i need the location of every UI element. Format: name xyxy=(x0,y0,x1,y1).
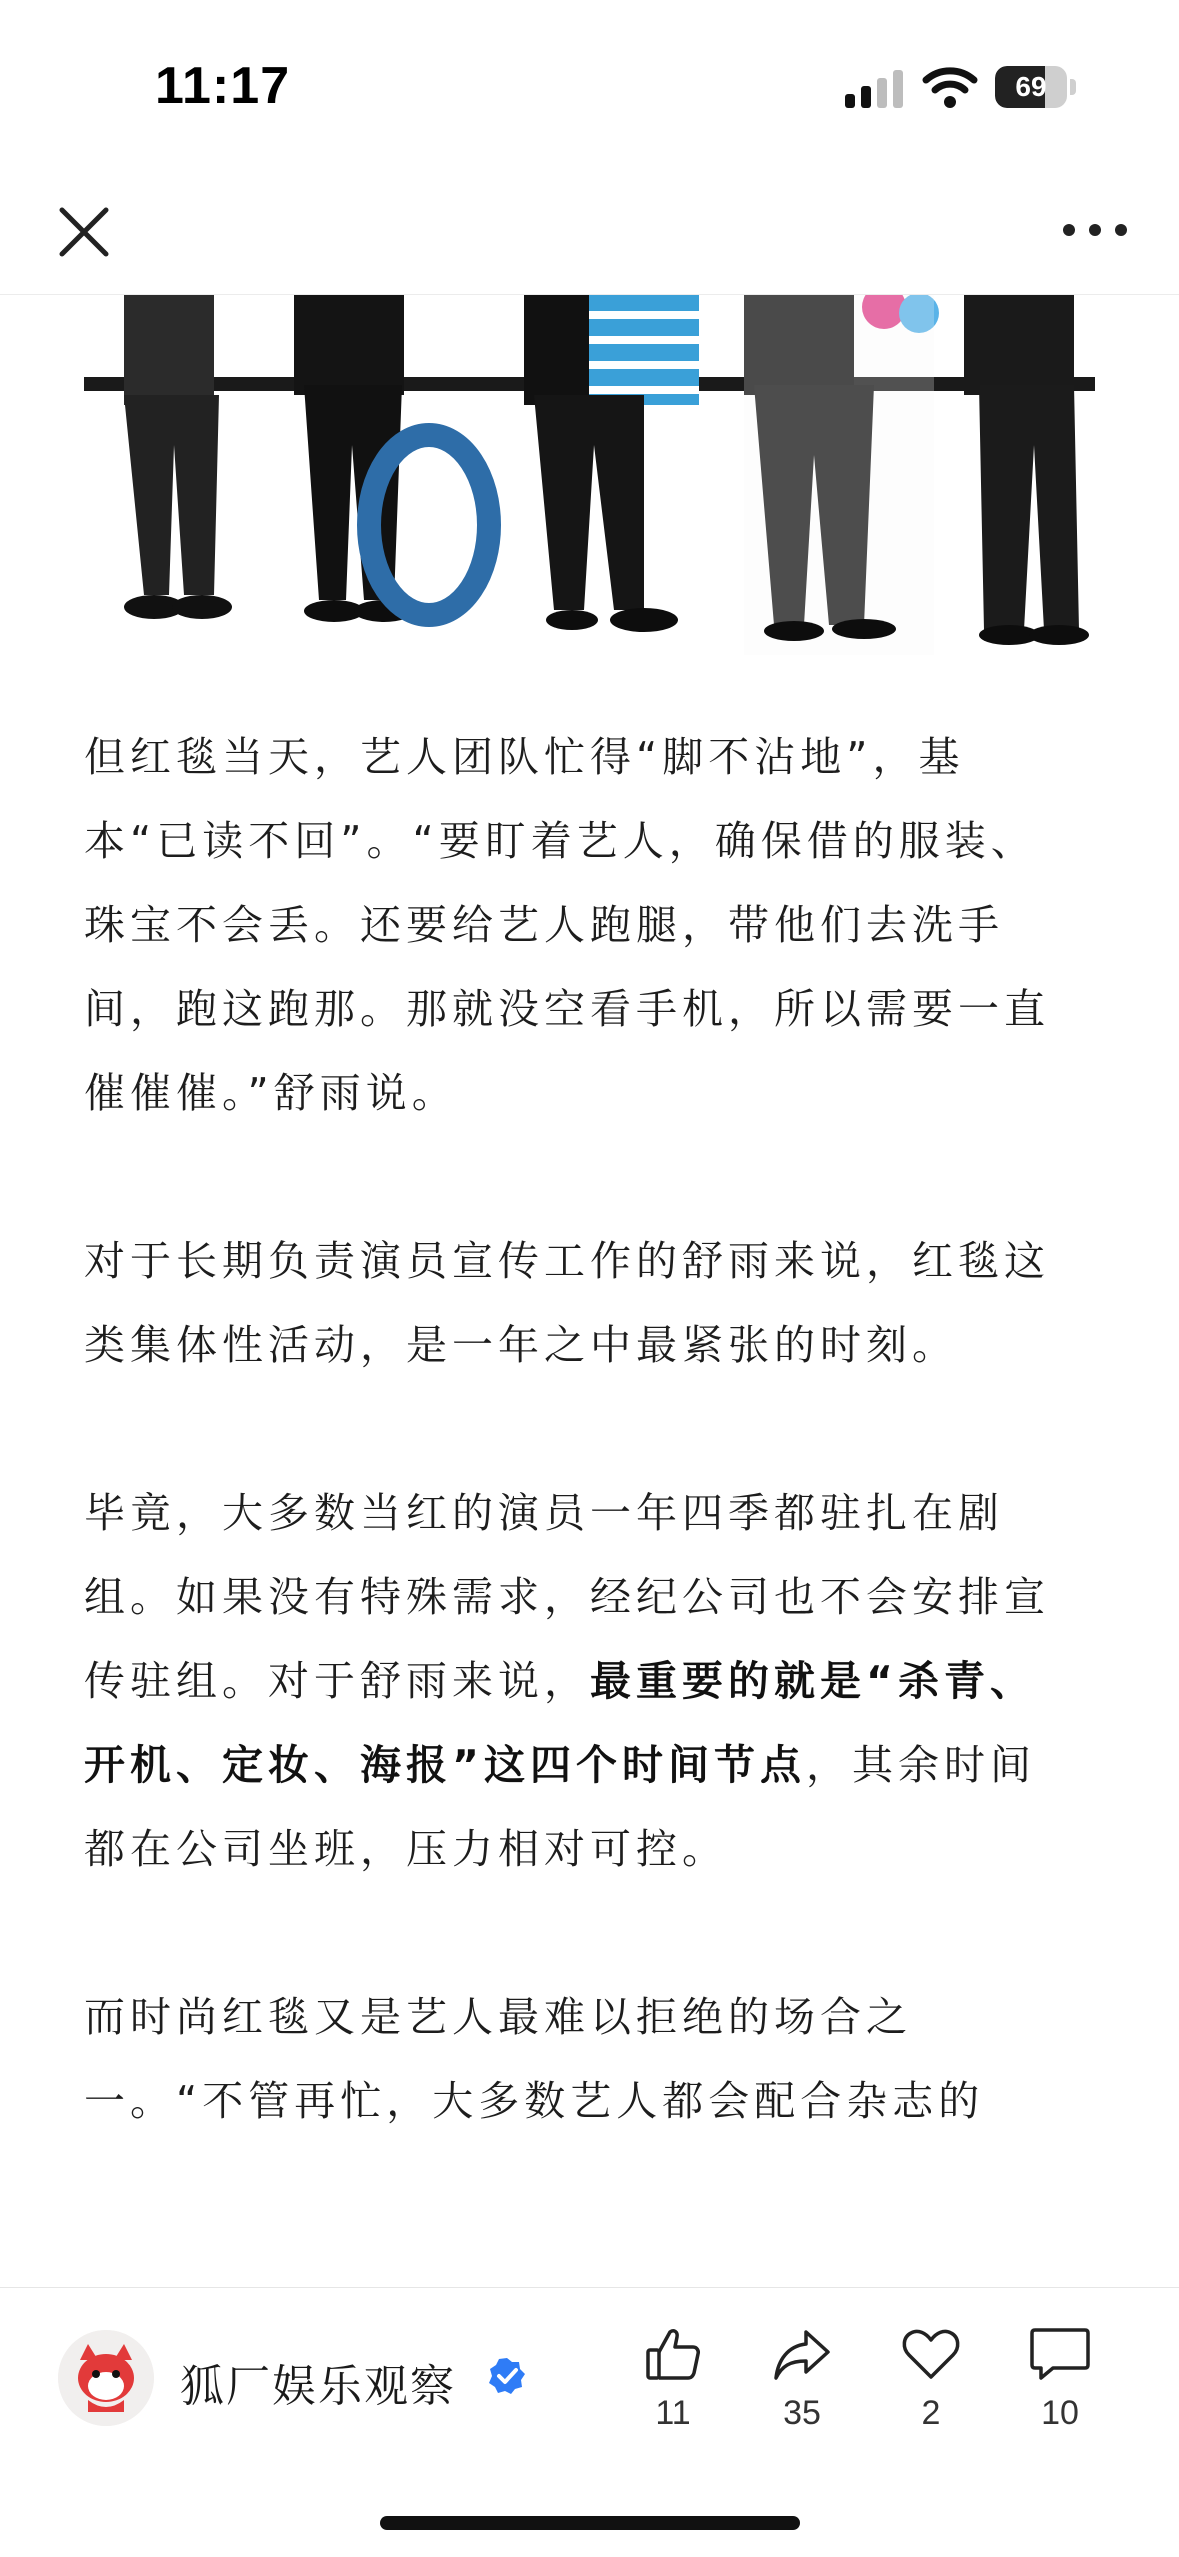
paragraph-text: ，其余时间都在公司坐班，压力相对可控。 xyxy=(84,1741,1036,1873)
thumbs-up-icon xyxy=(643,2324,703,2384)
article-paragraph: 而时尚红毯又是艺人最难以拒绝的场合之一。“不管再忙，大多数艺人都会配合杂志的 xyxy=(84,1993,985,2125)
more-horizontal-icon[interactable] xyxy=(1055,210,1135,250)
battery-level: 69 xyxy=(1015,71,1047,102)
like-count: 11 xyxy=(655,2394,691,2432)
cellular-signal-icon xyxy=(845,70,905,110)
share-button[interactable] xyxy=(752,2324,852,2454)
heart-icon xyxy=(901,2324,961,2384)
paragraph-bold-text: 最重要的就是“杀青、开机、定妆、海报”这四个时间节点 xyxy=(84,1657,1036,1789)
article-paragraph xyxy=(84,1471,1064,1891)
author-name[interactable]: 狐厂娱乐观察 xyxy=(180,2361,456,2412)
comment-button[interactable] xyxy=(1010,2324,1110,2454)
article-paragraph: 对于长期负责演员宣传工作的舒雨来说，红毯这类集体性活动，是一年之中最紧张的时刻。 xyxy=(84,1237,1050,1369)
status-bar xyxy=(0,0,1179,150)
share-count: 35 xyxy=(783,2394,821,2432)
nav-bar xyxy=(0,150,1179,295)
fox-mascot-icon xyxy=(58,2330,154,2426)
article-paragraph: 但红毯当天，艺人团队忙得“脚不沾地”，基本“已读不回”。“要盯着艺人，确保借的服装、珠宝不会丢。还要给艺人跑腿，带他们去洗手间，跑这跑那。那就没空看手机，所以需要一直催催催。”舒雨说。 xyxy=(84,733,1050,1117)
favorite-count: 2 xyxy=(921,2394,941,2432)
like-button[interactable] xyxy=(623,2324,723,2454)
verified-badge-icon xyxy=(487,2356,527,2396)
wifi-icon xyxy=(922,64,978,110)
battery-indicator xyxy=(995,66,1077,108)
home-indicator[interactable] xyxy=(380,2516,800,2530)
author-avatar[interactable] xyxy=(58,2330,154,2426)
paragraph-text: 毕竟，大多数当红的演员一年四季都驻扎在剧组。如果没有特殊需求，经纪公司也不会安排宣传驻组。对于舒雨来说， xyxy=(84,1489,1050,1705)
battery-body xyxy=(995,66,1067,108)
bottom-action-bar xyxy=(0,2287,1179,2557)
close-icon[interactable] xyxy=(52,200,116,264)
status-time: 11:17 xyxy=(155,57,291,115)
comment-count: 10 xyxy=(1041,2394,1079,2432)
favorite-button[interactable] xyxy=(881,2324,981,2454)
article-body xyxy=(84,715,1064,2285)
comment-bubble-icon xyxy=(1029,2324,1091,2384)
hero-image[interactable] xyxy=(84,295,1095,655)
fashion-photo-image xyxy=(84,295,1095,655)
share-arrow-icon xyxy=(772,2324,832,2384)
battery-cap xyxy=(1070,79,1076,95)
